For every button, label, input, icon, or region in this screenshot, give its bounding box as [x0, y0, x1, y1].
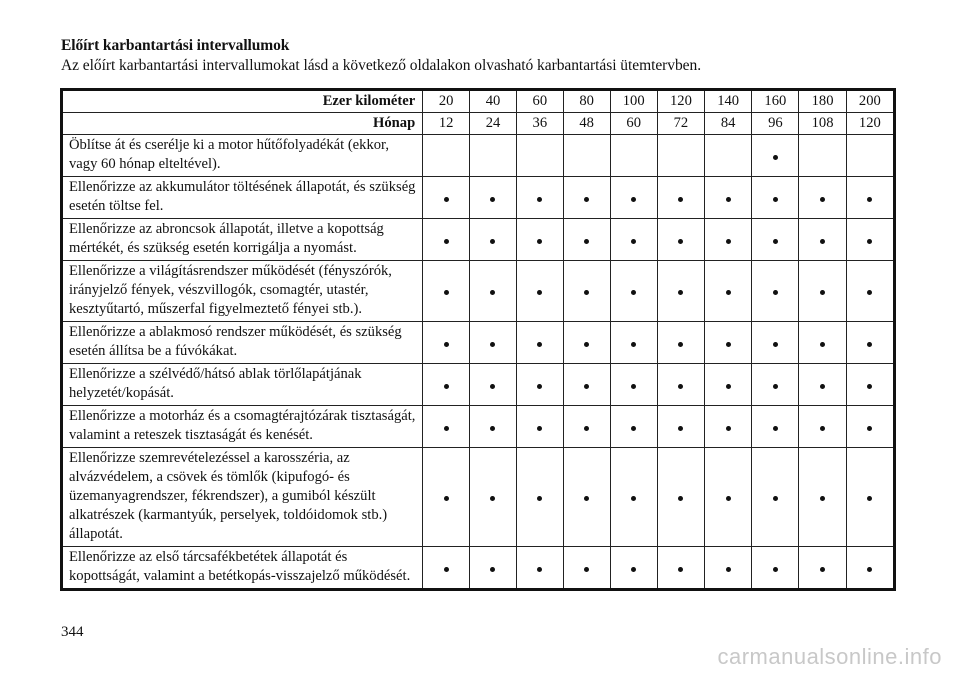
required-dot-icon [631, 496, 636, 501]
required-dot-icon [490, 496, 495, 501]
task-description: Ellenőrizze a motorház és a csomagtérajtózárak tisztaságát, valamint a reteszek tisztaságát és kenését. [62, 406, 423, 448]
required-dot-icon [584, 567, 589, 572]
required-dot-icon [773, 239, 778, 244]
required-dot-icon [867, 496, 872, 501]
interval-cell [799, 364, 846, 406]
required-dot-icon [584, 426, 589, 431]
interval-cell [846, 177, 894, 219]
required-dot-icon [726, 197, 731, 202]
required-dot-icon [867, 290, 872, 295]
interval-cell [563, 364, 610, 406]
required-dot-icon [490, 342, 495, 347]
schedule-table-body [62, 90, 895, 590]
required-dot-icon [820, 496, 825, 501]
interval-cell [657, 364, 704, 406]
interval-cell [752, 135, 799, 177]
interval-cell [423, 135, 470, 177]
required-dot-icon [678, 342, 683, 347]
required-dot-icon [631, 239, 636, 244]
required-dot-icon [820, 290, 825, 295]
interval-cell [705, 364, 752, 406]
required-dot-icon [584, 496, 589, 501]
maintenance-schedule-table [60, 88, 896, 591]
interval-cell [705, 219, 752, 261]
month-header-cell: 24 [470, 113, 517, 135]
watermark: carmanualsonline.info [717, 644, 942, 669]
interval-cell [799, 448, 846, 547]
km-header-cell: 180 [799, 90, 846, 113]
interval-cell [423, 364, 470, 406]
interval-cell [657, 322, 704, 364]
km-header-cell: 120 [657, 90, 704, 113]
month-header-cell: 36 [516, 113, 563, 135]
required-dot-icon [444, 239, 449, 244]
required-dot-icon [820, 426, 825, 431]
page-title: Előírt karbantartási intervallumok [61, 37, 290, 54]
interval-cell [799, 177, 846, 219]
required-dot-icon [678, 426, 683, 431]
month-header-cell: 48 [563, 113, 610, 135]
interval-cell [846, 219, 894, 261]
km-header-cell: 40 [470, 90, 517, 113]
interval-cell [799, 406, 846, 448]
required-dot-icon [867, 567, 872, 572]
km-header-cell: 60 [516, 90, 563, 113]
task-description: Ellenőrizze a világításrendszer működését (fényszórók, irányjelző fények, vészvillogók, csomagtér, utastér, kesztyűtartó, műszerfal figyelmeztető fényei stb.). [62, 261, 423, 322]
required-dot-icon [773, 197, 778, 202]
interval-cell [799, 547, 846, 590]
required-dot-icon [678, 567, 683, 572]
required-dot-icon [490, 239, 495, 244]
required-dot-icon [678, 496, 683, 501]
interval-cell [516, 448, 563, 547]
required-dot-icon [678, 239, 683, 244]
month-header-cell: 108 [799, 113, 846, 135]
interval-cell [752, 547, 799, 590]
month-header-cell: 72 [657, 113, 704, 135]
task-description: Ellenőrizze a szélvédő/hátsó ablak törlőlapátjának helyzetét/kopását. [62, 364, 423, 406]
task-row [62, 219, 895, 261]
month-header-cell: 60 [610, 113, 657, 135]
interval-cell [516, 406, 563, 448]
interval-cell [705, 261, 752, 322]
interval-cell [799, 322, 846, 364]
required-dot-icon [537, 567, 542, 572]
required-dot-icon [773, 384, 778, 389]
required-dot-icon [631, 426, 636, 431]
required-dot-icon [631, 197, 636, 202]
km-header-cell: 20 [423, 90, 470, 113]
interval-cell [846, 135, 894, 177]
task-row [62, 547, 895, 590]
required-dot-icon [773, 567, 778, 572]
required-dot-icon [726, 290, 731, 295]
required-dot-icon [773, 290, 778, 295]
interval-cell [563, 322, 610, 364]
required-dot-icon [537, 384, 542, 389]
interval-cell [610, 406, 657, 448]
interval-cell [799, 135, 846, 177]
km-header-cell: 160 [752, 90, 799, 113]
interval-cell [563, 177, 610, 219]
interval-cell [752, 448, 799, 547]
required-dot-icon [490, 290, 495, 295]
task-row [62, 364, 895, 406]
interval-cell [846, 364, 894, 406]
task-row [62, 177, 895, 219]
month-header-cell: 84 [705, 113, 752, 135]
interval-cell [516, 135, 563, 177]
km-header-cell: 80 [563, 90, 610, 113]
interval-cell [423, 547, 470, 590]
interval-cell [563, 261, 610, 322]
required-dot-icon [773, 342, 778, 347]
interval-cell [470, 177, 517, 219]
interval-cell [657, 219, 704, 261]
required-dot-icon [490, 197, 495, 202]
interval-cell [846, 547, 894, 590]
required-dot-icon [678, 290, 683, 295]
interval-cell [610, 177, 657, 219]
interval-cell [470, 135, 517, 177]
interval-cell [516, 547, 563, 590]
interval-cell [705, 322, 752, 364]
required-dot-icon [773, 426, 778, 431]
interval-cell [657, 135, 704, 177]
required-dot-icon [867, 426, 872, 431]
required-dot-icon [444, 197, 449, 202]
interval-cell [657, 448, 704, 547]
task-description: Ellenőrizze az akkumulátor töltésének állapotát, és szükség esetén töltse fel. [62, 177, 423, 219]
interval-cell [516, 364, 563, 406]
required-dot-icon [490, 426, 495, 431]
interval-cell [423, 177, 470, 219]
required-dot-icon [867, 342, 872, 347]
required-dot-icon [867, 239, 872, 244]
required-dot-icon [490, 567, 495, 572]
task-row [62, 261, 895, 322]
interval-cell [799, 219, 846, 261]
interval-cell [610, 322, 657, 364]
interval-cell [705, 135, 752, 177]
required-dot-icon [726, 342, 731, 347]
interval-cell [470, 322, 517, 364]
required-dot-icon [537, 426, 542, 431]
interval-cell [705, 177, 752, 219]
km-header-cell: 100 [610, 90, 657, 113]
required-dot-icon [773, 155, 778, 160]
task-description: Ellenőrizze a ablakmosó rendszer működését, és szükség esetén állítsa be a fúvókákat. [62, 322, 423, 364]
required-dot-icon [820, 342, 825, 347]
interval-cell [563, 547, 610, 590]
interval-cell [563, 406, 610, 448]
interval-cell [563, 448, 610, 547]
month-header-cell: 120 [846, 113, 894, 135]
required-dot-icon [537, 290, 542, 295]
required-dot-icon [444, 384, 449, 389]
interval-cell [516, 261, 563, 322]
interval-cell [657, 547, 704, 590]
required-dot-icon [631, 567, 636, 572]
interval-cell [846, 406, 894, 448]
interval-cell [610, 547, 657, 590]
required-dot-icon [726, 567, 731, 572]
interval-cell [563, 135, 610, 177]
required-dot-icon [444, 290, 449, 295]
required-dot-icon [537, 197, 542, 202]
required-dot-icon [537, 496, 542, 501]
required-dot-icon [726, 239, 731, 244]
required-dot-icon [444, 426, 449, 431]
interval-cell [470, 448, 517, 547]
required-dot-icon [444, 342, 449, 347]
required-dot-icon [820, 197, 825, 202]
interval-cell [752, 322, 799, 364]
interval-cell [846, 261, 894, 322]
interval-cell [470, 261, 517, 322]
required-dot-icon [631, 290, 636, 295]
task-description: Ellenőrizze szemrevételezéssel a karosszéria, az alvázvédelem, a csövek és tömlők (kipufogó- és üzemanyagrendszer, fékrendszer), a gumiból készült alkatrészek (karmantyúk, perselyek, toldóidomok stb.) állapotát. [62, 448, 423, 547]
interval-cell [752, 177, 799, 219]
required-dot-icon [444, 496, 449, 501]
interval-cell [563, 219, 610, 261]
interval-cell [752, 406, 799, 448]
required-dot-icon [678, 384, 683, 389]
required-dot-icon [584, 384, 589, 389]
km-header-cell: 200 [846, 90, 894, 113]
interval-cell [423, 219, 470, 261]
interval-cell [470, 406, 517, 448]
header-row-km [62, 90, 895, 113]
required-dot-icon [584, 239, 589, 244]
interval-cell [470, 364, 517, 406]
interval-cell [752, 261, 799, 322]
required-dot-icon [867, 384, 872, 389]
required-dot-icon [631, 384, 636, 389]
required-dot-icon [490, 384, 495, 389]
interval-cell [610, 135, 657, 177]
interval-cell [705, 547, 752, 590]
required-dot-icon [820, 384, 825, 389]
page-subtitle: Az előírt karbantartási intervallumokat lásd a következő oldalakon olvasható karbantartási ütemtervben. [61, 57, 702, 74]
required-dot-icon [584, 197, 589, 202]
interval-cell [657, 177, 704, 219]
required-dot-icon [631, 342, 636, 347]
interval-cell [752, 364, 799, 406]
interval-cell [516, 219, 563, 261]
interval-cell [516, 322, 563, 364]
interval-cell [470, 219, 517, 261]
month-header-label: Hónap [62, 113, 423, 135]
required-dot-icon [773, 496, 778, 501]
interval-cell [423, 322, 470, 364]
km-header-label: Ezer kilométer [62, 90, 423, 113]
header-row-month [62, 113, 895, 135]
required-dot-icon [584, 342, 589, 347]
interval-cell [752, 219, 799, 261]
task-description: Öblítse át és cserélje ki a motor hűtőfolyadékát (ekkor, vagy 60 hónap elteltével). [62, 135, 423, 177]
page-number: 344 [61, 624, 84, 640]
interval-cell [423, 261, 470, 322]
interval-cell [610, 364, 657, 406]
interval-cell [610, 448, 657, 547]
required-dot-icon [726, 496, 731, 501]
interval-cell [516, 177, 563, 219]
task-description: Ellenőrizze az abroncsok állapotát, illetve a kopottság mértékét, és szükség esetén korrigálja a nyomást. [62, 219, 423, 261]
interval-cell [799, 261, 846, 322]
required-dot-icon [726, 426, 731, 431]
task-description: Ellenőrizze az első tárcsafékbetétek állapotát és kopottságát, valamint a betétkopás-visszajelző működését. [62, 547, 423, 590]
interval-cell [657, 261, 704, 322]
required-dot-icon [820, 239, 825, 244]
km-header-cell: 140 [705, 90, 752, 113]
interval-cell [423, 448, 470, 547]
interval-cell [657, 406, 704, 448]
required-dot-icon [726, 384, 731, 389]
required-dot-icon [584, 290, 589, 295]
interval-cell [846, 448, 894, 547]
interval-cell [705, 406, 752, 448]
interval-cell [423, 406, 470, 448]
month-header-cell: 12 [423, 113, 470, 135]
interval-cell [470, 547, 517, 590]
month-header-cell: 96 [752, 113, 799, 135]
task-row [62, 448, 895, 547]
required-dot-icon [867, 197, 872, 202]
required-dot-icon [537, 342, 542, 347]
required-dot-icon [820, 567, 825, 572]
task-row [62, 135, 895, 177]
required-dot-icon [537, 239, 542, 244]
interval-cell [705, 448, 752, 547]
interval-cell [610, 219, 657, 261]
required-dot-icon [444, 567, 449, 572]
interval-cell [846, 322, 894, 364]
task-row [62, 406, 895, 448]
interval-cell [610, 261, 657, 322]
required-dot-icon [678, 197, 683, 202]
task-row [62, 322, 895, 364]
